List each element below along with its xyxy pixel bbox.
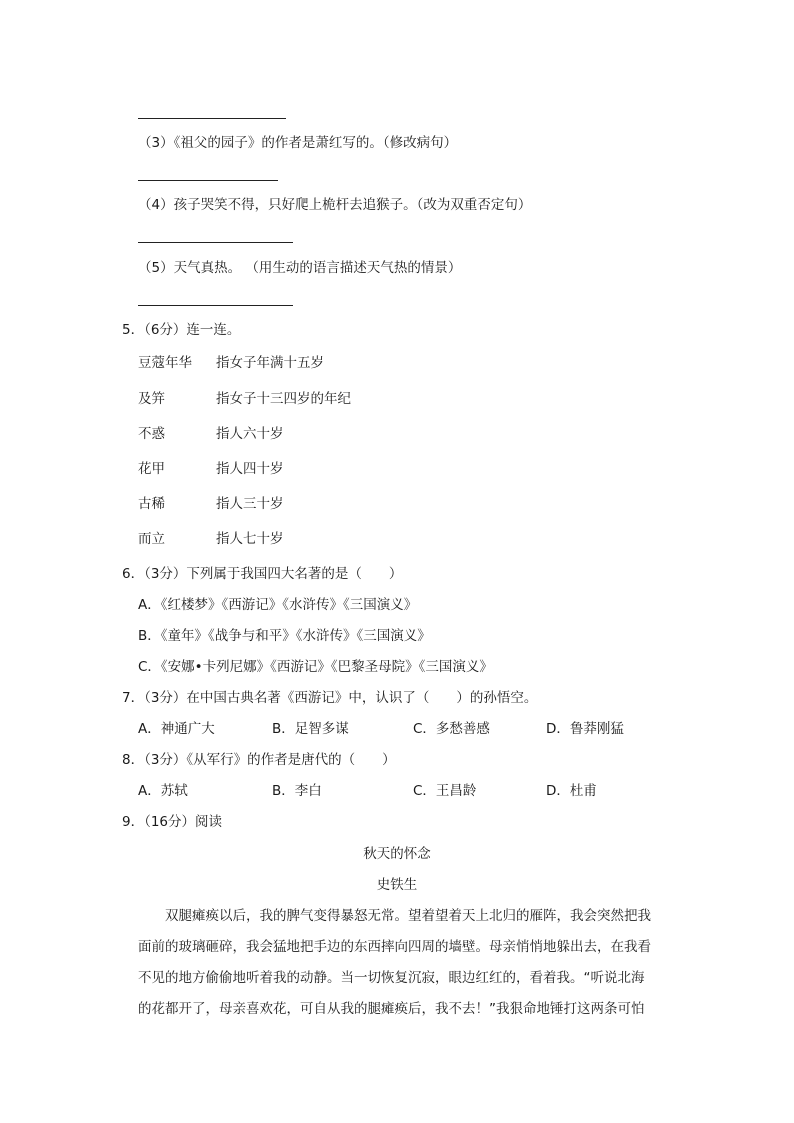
q4-item-3: （3）《祖父的园子》的作者是萧红写的。（修改病句） bbox=[138, 135, 458, 151]
match-left-item[interactable]: 而立 bbox=[138, 531, 165, 547]
match-right-item[interactable]: 指女子年满十五岁 bbox=[216, 355, 324, 371]
match-right-item[interactable]: 指人六十岁 bbox=[216, 426, 284, 442]
q9-title: 9．（16分）阅读 bbox=[122, 814, 223, 830]
match-right-item[interactable]: 指人四十岁 bbox=[216, 461, 284, 477]
passage-author: 史铁生 bbox=[376, 877, 418, 893]
q6-option-c[interactable]: C．《安娜•卡列尼娜》《西游记》《巴黎圣母院》《三国演义》 bbox=[138, 659, 493, 675]
q7-option-c[interactable]: C．多愁善感 bbox=[413, 721, 490, 737]
match-left-item[interactable]: 及笄 bbox=[138, 391, 165, 407]
q5-title: 5．（6分）连一连。 bbox=[122, 322, 241, 338]
match-right-item[interactable]: 指女子十三四岁的年纪 bbox=[216, 391, 351, 407]
q8-option-b[interactable]: B．李白 bbox=[272, 783, 322, 799]
q8-title: 8．（3分）《从军行》的作者是唐代的（ ） bbox=[122, 752, 396, 768]
answer-blank-5[interactable] bbox=[138, 305, 293, 306]
match-right-item[interactable]: 指人七十岁 bbox=[216, 531, 284, 547]
q7-option-b[interactable]: B．足智多谋 bbox=[272, 721, 349, 737]
answer-blank-2[interactable] bbox=[138, 118, 286, 119]
passage-line: 面前的玻璃砸碎，我会猛地把手边的东西摔向四周的墙壁。母亲悄悄地躲出去，在我看 bbox=[138, 939, 651, 955]
passage-line: 双腿瘫痪以后，我的脾气变得暴怒无常。望着望着天上北归的雁阵，我会突然把我 bbox=[138, 908, 651, 924]
q7-title: 7．（3分）在中国古典名著《西游记》中，认识了（ ）的孙悟空。 bbox=[122, 690, 538, 706]
match-right-item[interactable]: 指人三十岁 bbox=[216, 496, 284, 512]
q6-option-b[interactable]: B．《童年》《战争与和平》《水浒传》《三国演义》 bbox=[138, 628, 431, 644]
q8-option-a[interactable]: A．苏轼 bbox=[138, 783, 188, 799]
passage-line: 不见的地方偷偷地听着我的动静。当一切恢复沉寂，眼边红红的，看着我。“听说北海 bbox=[138, 970, 645, 986]
q8-option-d[interactable]: D．杜甫 bbox=[546, 783, 597, 799]
answer-blank-4[interactable] bbox=[138, 242, 293, 243]
q8-option-c[interactable]: C．王昌龄 bbox=[413, 783, 477, 799]
match-left-item[interactable]: 花甲 bbox=[138, 461, 165, 477]
q7-option-a[interactable]: A．神通广大 bbox=[138, 721, 215, 737]
q4-item-5: （5）天气真热。 （用生动的语言描述天气热的情景） bbox=[138, 260, 462, 276]
match-left-item[interactable]: 不惑 bbox=[138, 426, 165, 442]
match-left-item[interactable]: 豆蔻年华 bbox=[138, 355, 192, 371]
passage-title: 秋天的怀念 bbox=[363, 846, 431, 862]
answer-blank-3[interactable] bbox=[138, 180, 278, 181]
q6-option-a[interactable]: A．《红楼梦》《西游记》《水浒传》《三国演义》 bbox=[138, 597, 418, 613]
passage-line: 的花都开了，母亲喜欢花，可自从我的腿瘫痪后，我不去！”我狠命地锤打这两条可怕 bbox=[138, 1001, 645, 1017]
q6-title: 6．（3分）下列属于我国四大名著的是（ ） bbox=[122, 566, 403, 582]
q4-item-4: （4）孩子哭笑不得，只好爬上桅杆去追猴子。（改为双重否定句） bbox=[138, 197, 532, 213]
q7-option-d[interactable]: D．鲁莽刚猛 bbox=[546, 721, 624, 737]
match-left-item[interactable]: 古稀 bbox=[138, 496, 165, 512]
